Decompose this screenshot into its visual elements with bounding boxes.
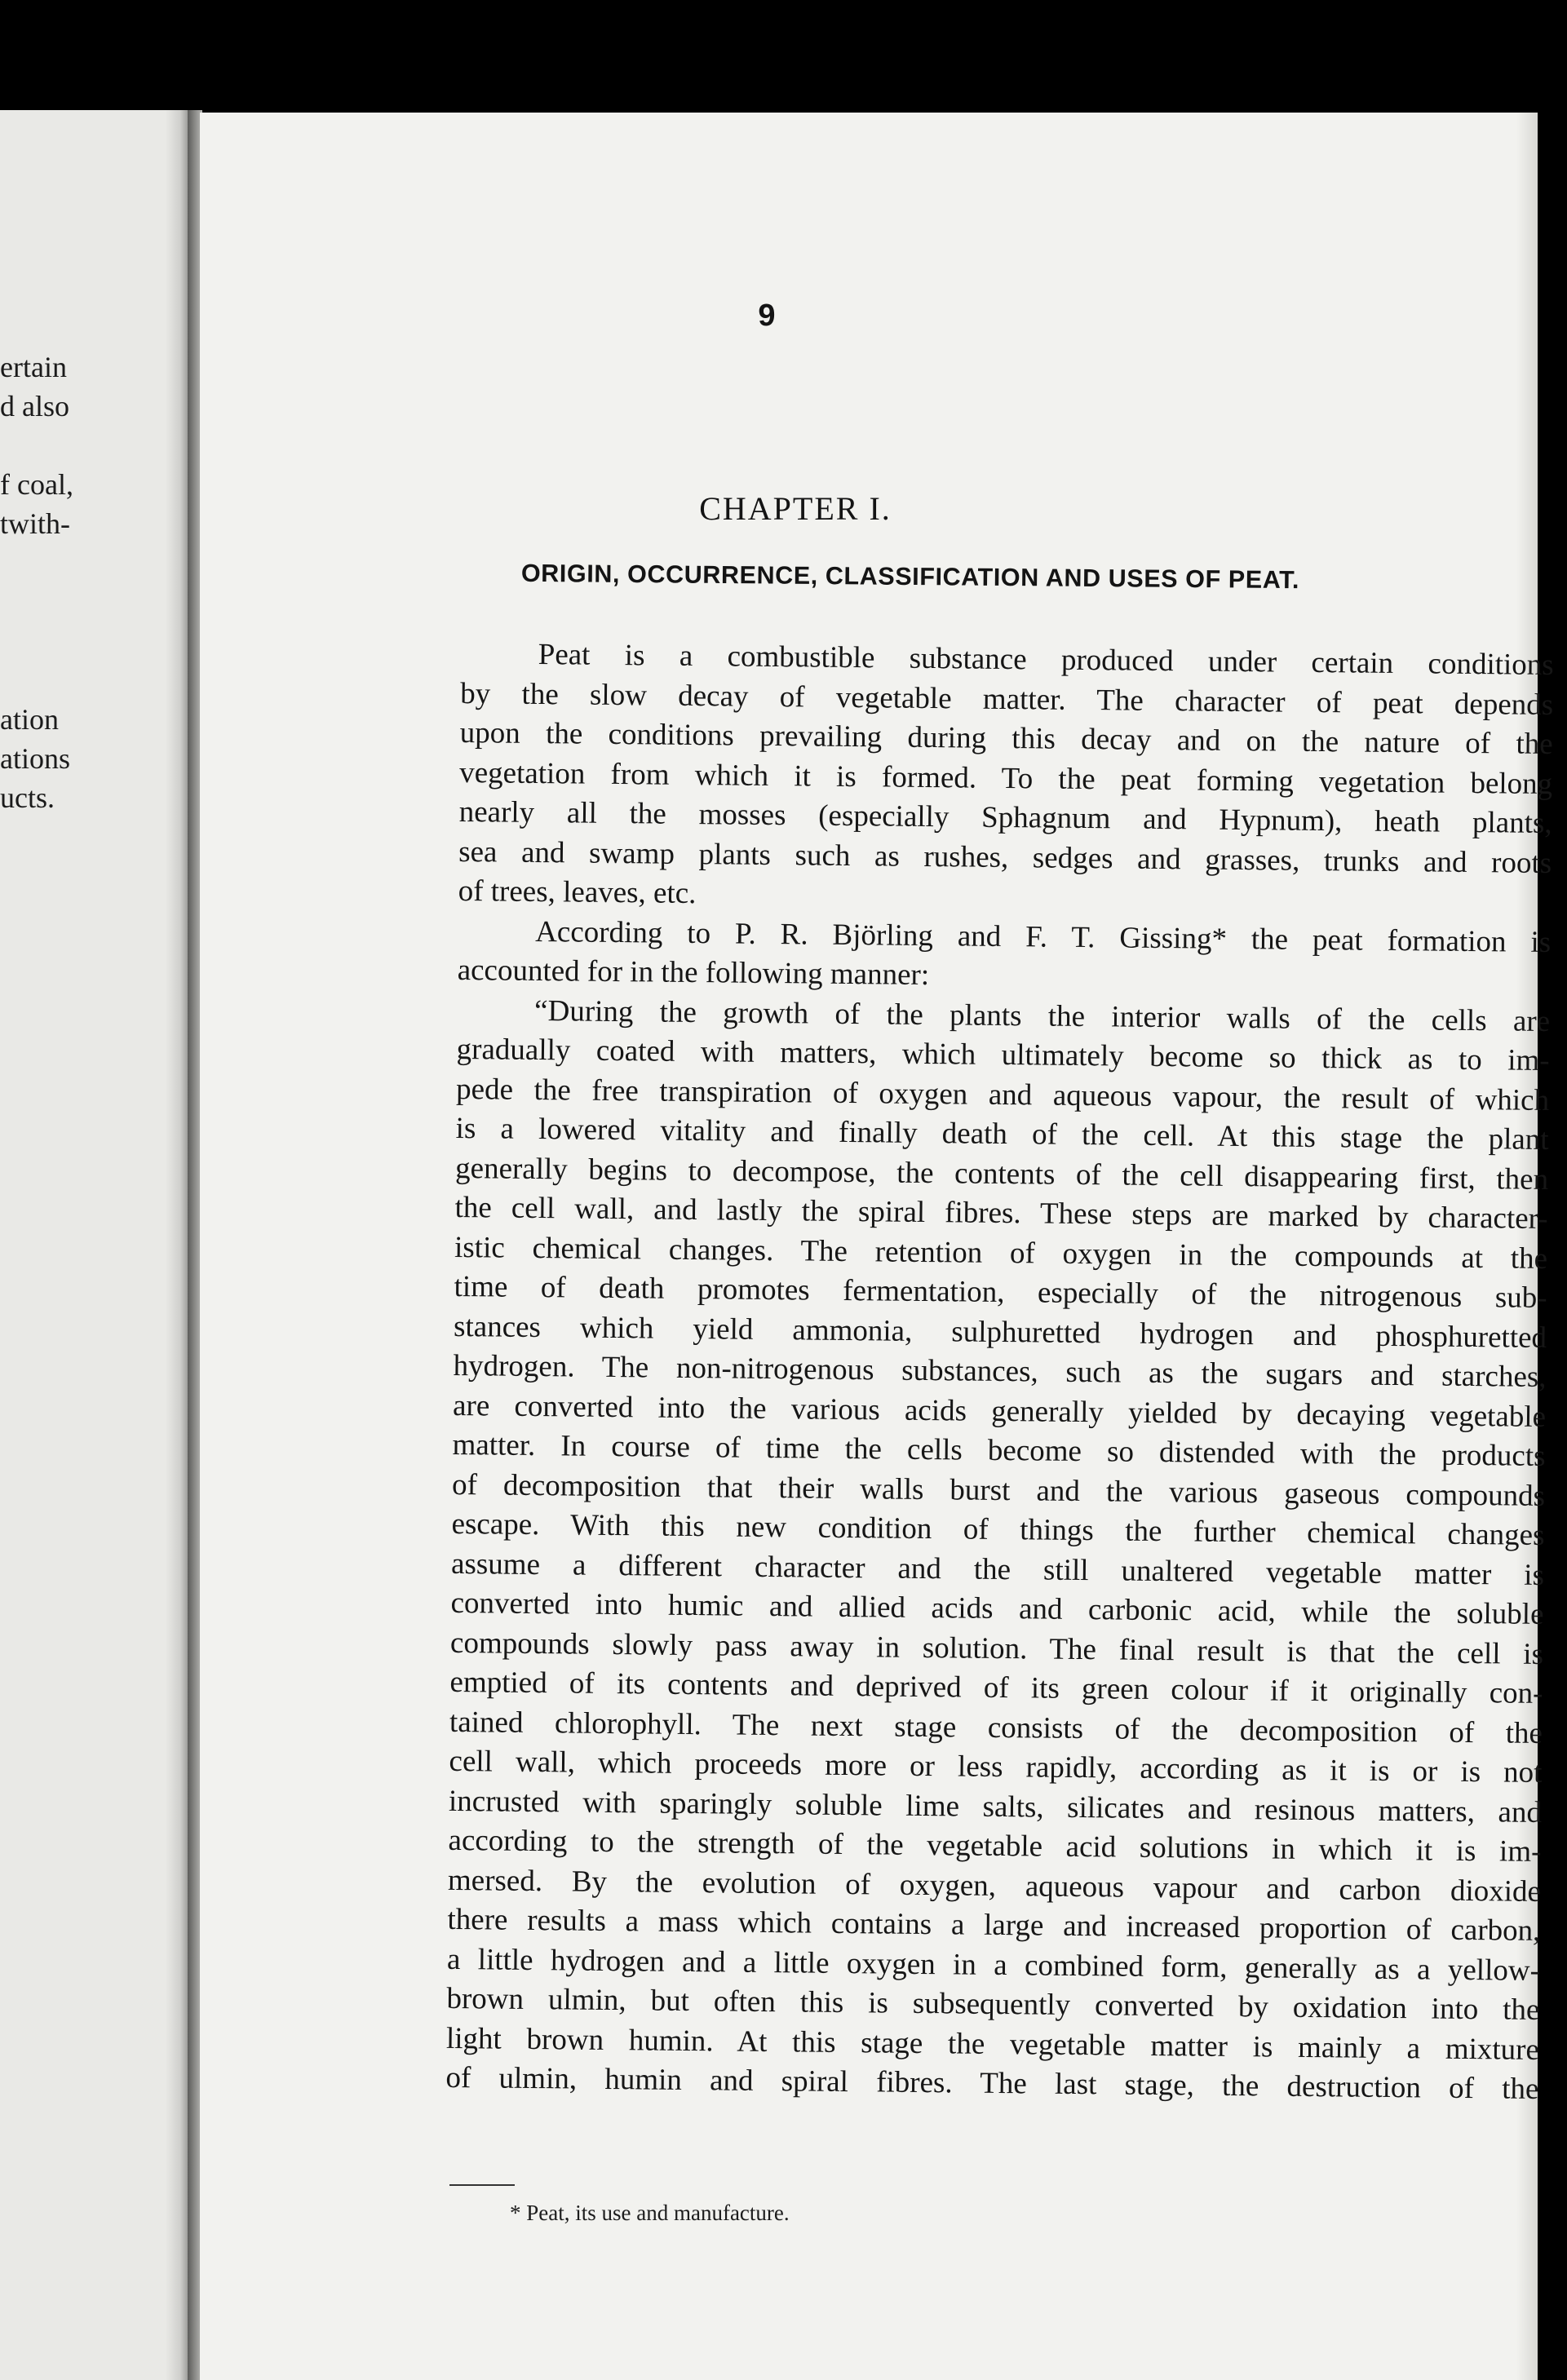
text-line: upon the conditions prevailing during this decay and on the nature of the	[459, 715, 1553, 762]
text-line: “During the growth of the plants the interior walls of the cells are	[533, 993, 1551, 1038]
text-line: assume a different character and the still unaltered vegetable matter is	[450, 1546, 1545, 1592]
chapter-heading: CHAPTER I.	[699, 490, 892, 527]
text-line: are converted into the various acids generally yielded by decaying vegetable	[452, 1388, 1547, 1434]
text-line: the cell wall, and lastly the spiral fibres. These steps are marked by character-	[454, 1190, 1548, 1236]
text-line: brown ulmin, but often this is subsequently converted by oxidation into the	[446, 1981, 1540, 2027]
footnote-rule	[449, 2184, 515, 2186]
text-line: pede the free transpiration of oxygen and aqueous vapour, the result of which	[455, 1072, 1550, 1117]
text-line: converted into humic and allied acids and carbonic acid, while the soluble	[450, 1586, 1544, 1631]
footnote: * Peat, its use and manufacture.	[510, 2201, 790, 2225]
text-line: generally begins to decompose, the contents of the cell disappearing first, then	[454, 1151, 1549, 1197]
facing-page-line: twith-	[0, 507, 70, 540]
facing-page-line: ations	[0, 742, 70, 775]
facing-page-fragment	[0, 110, 188, 2380]
text-line: of decomposition that their walls burst and the various gaseous compounds	[451, 1467, 1546, 1513]
text-line: stances which yield ammonia, sulphuretted hydrogen and phosphuretted	[453, 1309, 1547, 1355]
text-line: of ulmin, humin and spiral fibres. The last stage, the destruction of the	[445, 2060, 1539, 2106]
text-line: accounted for in the following manner:	[457, 953, 930, 993]
text-line: cell wall, which proceeds more or less rapidly, according as it is or is not	[449, 1744, 1543, 1789]
facing-page-line: f coal,	[0, 468, 73, 501]
text-line: according to the strength of the vegetable acid solutions in which it is im-	[448, 1823, 1542, 1869]
text-line: vegetation from which it is formed. To the peat forming vegetation belong	[459, 755, 1553, 801]
text-line: According to P. R. Björling and F. T. Gissing* the peat formation is	[534, 914, 1552, 959]
body-text	[445, 635, 1554, 2109]
text-line: nearly all the mosses (especially Sphagnum and Hypnum), heath plants,	[458, 794, 1552, 841]
facing-page-line: ation	[0, 703, 59, 736]
text-line: tained chlorophyll. The next stage consists of the decomposition of the	[449, 1705, 1543, 1750]
page-gutter-shadow	[166, 110, 188, 2380]
facing-page-line: d also	[0, 390, 69, 422]
text-line: a little hydrogen and a little oxygen in a combined form, generally as a yellow-	[446, 1942, 1541, 1988]
text-line: hydrogen. The non-nitrogenous substances, such as the sugars and starches,	[453, 1348, 1547, 1394]
text-line: compounds slowly pass away in solution. The final result is that the cell is	[449, 1626, 1544, 1671]
text-line: gradually coated with matters, which ultimately become so thick as to im-	[456, 1032, 1550, 1078]
facing-page-line: ucts.	[0, 781, 55, 814]
text-line: istic chemical changes. The retention of oxygen in the compounds at the	[454, 1230, 1548, 1276]
text-line: matter. In course of time the cells become so distended with the products	[452, 1427, 1546, 1473]
text-line: mersed. By the evolution of oxygen, aqueous vapour and carbon dioxide	[447, 1863, 1542, 1909]
text-line: Peat is a combustible substance produced under certain conditions	[538, 637, 1554, 683]
page-number: 9	[758, 299, 776, 333]
book-page	[200, 113, 1554, 2380]
text-line: emptied of its contents and deprived of its green colour if it originally con-	[449, 1665, 1543, 1710]
text-line: escape. With this new condition of things the further chemical changes	[451, 1506, 1545, 1552]
text-line: time of death promotes fermentation, especially of the nitrogenous sub-	[454, 1269, 1547, 1315]
text-line: by the slow decay of vegetable matter. The character of peat depends	[460, 676, 1554, 722]
text-line: of trees, leaves, etc.	[458, 874, 697, 911]
text-line: light brown humin. At this stage the vegetable matter is mainly a mixture	[445, 2021, 1540, 2067]
text-line: is a lowered vitality and finally death of the cell. At this stage the plant	[455, 1111, 1549, 1157]
text-line: there results a mass which contains a large and increased proportion of carbon,	[447, 1902, 1541, 1948]
facing-page-line: ertain	[0, 351, 67, 383]
text-line: sea and swamp plants such as rushes, sedges and grasses, trunks and roots	[458, 834, 1552, 880]
text-line: incrusted with sparingly soluble lime salts, silicates and resinous matters, and	[448, 1784, 1543, 1829]
chapter-title: ORIGIN, OCCURRENCE, CLASSIFICATION AND USES OF PEAT.	[520, 559, 1300, 595]
